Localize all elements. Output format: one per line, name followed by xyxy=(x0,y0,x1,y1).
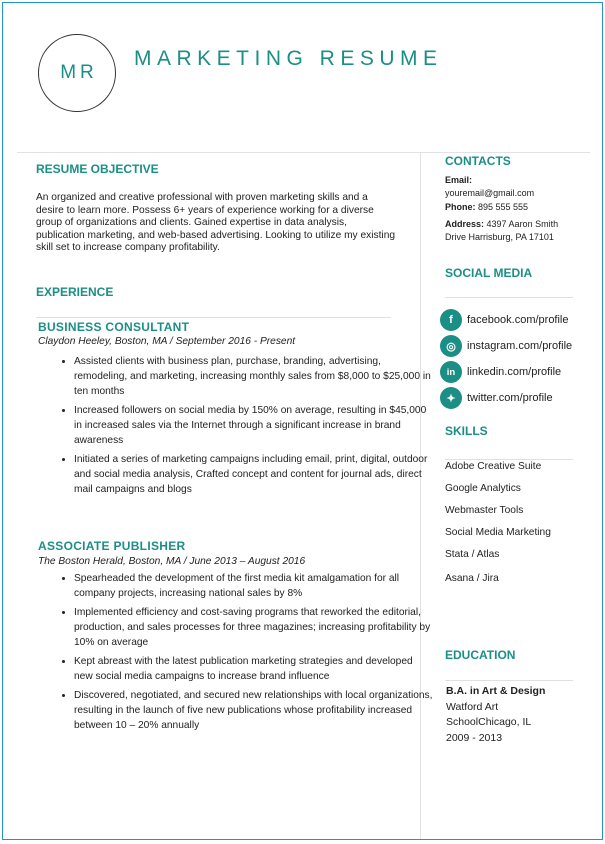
facebook-icon: f xyxy=(440,309,462,331)
resume-title: MARKETING RESUME xyxy=(134,47,443,70)
job-bullets xyxy=(56,571,434,737)
phone-label: Phone: xyxy=(445,202,476,212)
bullet-item: • Assisted clients with business plan, purchase, branding, advertising, remodeling, and marketing, increasing monthly sales from $8,000 to $25,000 in ten months xyxy=(74,354,434,399)
bullet-item: • Implemented efficiency and cost-saving programs that reworked the editorial, production, and sales processes for three magazines; increasing profitability by 10% on average xyxy=(74,605,434,650)
bullet-item: • Discovered, negotiated, and secured new relationships with local organizations, resulting in the launch of five new publications whose profitability increased between 10 – 20% annually xyxy=(74,688,434,733)
social-instagram[interactable] xyxy=(440,335,572,357)
address-line2: Drive Harrisburg, PA 17101 xyxy=(445,231,554,242)
job-bullets xyxy=(56,354,434,501)
job-employer-dates: The Boston Herald, Boston, MA / June 2013 – August 2016 xyxy=(38,556,306,567)
job-title: BUSINESS CONSULTANT xyxy=(38,320,190,334)
education-years: 2009 - 2013 xyxy=(446,731,503,744)
email-label: Email: xyxy=(445,175,473,185)
skill-item: Social Media Marketing xyxy=(445,527,551,538)
contact-address xyxy=(445,218,595,243)
objective-heading: RESUME OBJECTIVE xyxy=(36,162,159,176)
social-twitter[interactable] xyxy=(440,387,553,409)
education-degree: B.A. in Art & Design xyxy=(446,685,546,697)
experience-heading: EXPERIENCE xyxy=(36,285,114,299)
skill-item: Webmaster Tools xyxy=(445,505,524,516)
contacts-heading: CONTACTS xyxy=(445,154,511,168)
skill-item: Google Analytics xyxy=(445,483,521,494)
skill-item: Stata / Atlas xyxy=(445,549,500,560)
social-rule xyxy=(445,297,573,298)
education-rule xyxy=(445,680,573,681)
objective-text: An organized and creative professional with proven marketing skills and a desire to learn more. Possess 6+ years of experience working for a diverse group of organizations and clients. Gained expertise in data analysis, publication marketing, and web-based advertising. Looking to utilize my existing skill set to increase company profitability. xyxy=(36,192,396,254)
resume-page xyxy=(2,2,603,840)
social-heading: SOCIAL MEDIA xyxy=(445,266,533,280)
monogram-badge: MR xyxy=(38,34,116,112)
skills-rule xyxy=(445,459,573,460)
skill-item: Adobe Creative Suite xyxy=(445,461,542,472)
social-facebook[interactable] xyxy=(440,309,569,331)
experience-rule xyxy=(36,317,391,318)
address-label: Address: xyxy=(445,219,485,229)
email-value: youremail@gmail.com xyxy=(445,187,535,198)
linkedin-icon: in xyxy=(440,361,462,383)
bullet-item: • Spearheaded the development of the first media kit amalgamation for all company projects, increasing national sales by 8% xyxy=(74,571,434,601)
twitter-icon: ✦ xyxy=(440,387,462,409)
header-divider xyxy=(17,152,590,153)
education-block xyxy=(446,684,545,746)
skill-item: Asana / Jira xyxy=(445,573,499,584)
instagram-icon: ◎ xyxy=(440,335,462,357)
social-link-label: facebook.com/profile xyxy=(467,314,569,326)
address-line1: 4397 Aaron Smith xyxy=(486,219,559,229)
education-heading: EDUCATION xyxy=(445,648,516,662)
bullet-item: • Initiated a series of marketing campaigns including email, print, digital, outdoor and social media analysis, Crafted concept and content for journal ads, direct mail campaigns and blogs xyxy=(74,452,434,497)
social-link-label: linkedin.com/profile xyxy=(467,366,562,378)
contact-phone xyxy=(445,201,595,214)
resume-header xyxy=(3,3,602,153)
social-link-label: instagram.com/profile xyxy=(467,340,573,352)
bullet-item: • Increased followers on social media by 150% on average, resulting in $45,000 in increased sales via the Internet through a significant increase in brand awareness xyxy=(74,403,434,448)
education-location: SchoolChicago, IL xyxy=(446,716,532,728)
job-employer-dates: Claydon Heeley, Boston, MA / September 2016 - Present xyxy=(38,336,296,347)
job-title: ASSOCIATE PUBLISHER xyxy=(38,539,186,553)
social-link-label: twitter.com/profile xyxy=(467,392,553,404)
skills-heading: SKILLS xyxy=(445,424,488,438)
education-school: Watford Art xyxy=(446,700,499,713)
phone-value: 895 555 555 xyxy=(478,202,529,212)
bullet-item: • Kept abreast with the latest publication marketing strategies and developed new social media campaigns to increase brand influence xyxy=(74,654,434,684)
contact-email xyxy=(445,174,595,199)
social-linkedin[interactable] xyxy=(440,361,561,383)
